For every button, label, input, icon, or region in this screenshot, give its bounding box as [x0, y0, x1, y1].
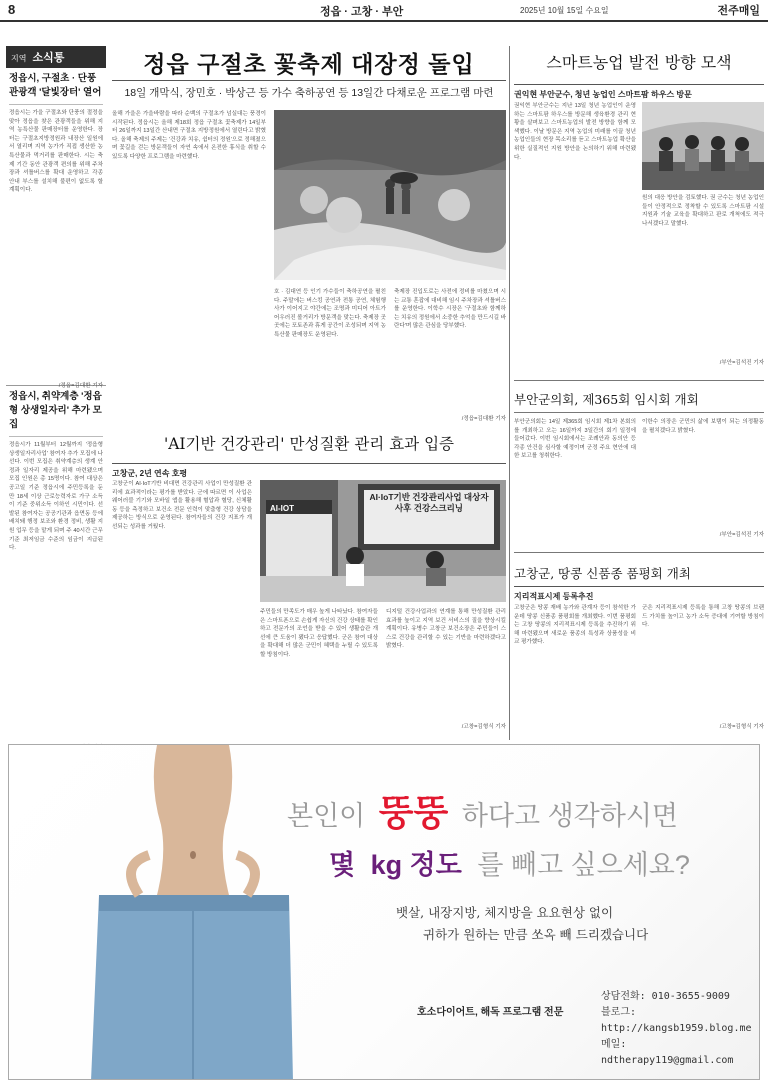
- page-number: 8: [8, 2, 16, 17]
- lead-subhead: 18일 개막식, 장민호 · 박상근 등 가수 축하공연 등 13일간 다채로운 프로그램 마련: [112, 80, 506, 102]
- sidebar-story-2[interactable]: [6, 386, 106, 736]
- lead-column-3: 축제장 진입도로는 사전에 정비를 마쳤으며 시는 교통 혼잡에 대비해 임시 주차장과 셔틀버스를 운영한다. 이학수 시장은 '구절초와 함께하는 치유의 정원에서 소중한 추억을 만드시길 바란다'며 많은 관심을 당부했다.: [394, 289, 506, 330]
- lead-column-2: 호 · 김대연 등 인기 가수들이 축하공연을 펼친다. 주말에는 버스킹 공연과 전통 공연, 체험행사가 이어지고 야간에는 조명과 미디어 아트가 어우러진 볼거리가 방문객을 맞는다. 축제장 곳곳에는 포토존과 휴게 공간이 조성되며 지역 농특산물 판매장도 운영된다.: [274, 289, 386, 338]
- ad-line-1: [287, 785, 678, 836]
- ad-line-2-post: 를 빼고 싶으세요?: [477, 850, 690, 880]
- page-header: [0, 0, 768, 22]
- health-photo-tag: AI-IOT: [270, 504, 294, 513]
- sidebar-story-title: 정읍시, 취약계층 '정읍형 상생일자리' 추가 모집: [9, 391, 102, 430]
- ad-line-1-post: 하다고 생각하시면: [461, 801, 679, 831]
- divider: [9, 436, 103, 437]
- emergency-column-1: 부안군의회는 14일 제365회 임시회 제1차 본회의를 개최하고 오는 16일까지 3일간의 회기 일정에 들어갔다. 이번 임시회에서는 조례안과 동의안 등 각종 안건을 심사할 예정이며 군정 주요 현안에 대한 보고를 청취한다.: [514, 419, 636, 460]
- lead-byline: /정읍=김대환 기자: [461, 416, 506, 422]
- smartfarm-kicker: 권익현 부안군수, 청년 농업인 스마트팜 하우스 방문: [514, 84, 764, 100]
- ad-line-1-big: 뚱뚱: [378, 792, 449, 833]
- health-photo-banner: AI·IoT기반 건강관리사업 대상자 사후 건강스크리닝: [369, 492, 489, 513]
- ad-email[interactable]: 메일: ndtherapy119@gmail.com: [601, 1039, 734, 1066]
- ad-line-2: [329, 843, 690, 882]
- sidebar-story-body: 정읍시는 가을 구절초와 단풍의 절정을 맞아 정읍을 찾은 관광객들을 위해 지역 농특산물 판매장터를 운영한다. 장터는 구절초지방정원과 내장산 일원에서 열리며 지역 농가가 직접 생산한 농특산물과 먹거리를 판매한다. 시는 축제 기간 동안 관광객 편의를 위해 주차장과 셔틀버스를 확대 운영하고 각종 안내 부스를 설치해 불편이 없도록 할 계획이다.: [9, 110, 103, 194]
- tasting-kicker: 지리적표시제 등록추진: [514, 586, 764, 602]
- ad-line-5: 호소다이어트, 해독 프로그램 전문: [417, 1007, 564, 1018]
- smartfarm-photo: [642, 102, 764, 190]
- ad-line-3: 뱃살, 내장지방, 체지방을 요요현상 없이: [396, 905, 614, 920]
- health-column-1: 고창군이 AI·IoT기반 비대면 건강관리 사업이 만성질환 관리에 효과적이라는 평가를 받았다. 군에 따르면 이 사업은 웨어러블 기기와 모바일 앱을 활용해 혈압과 혈당, 신체활동 등을 측정하고 보건소 전문 인력이 맞춤형 건강 상담을 제공하는 방식으로 운영된다. 참여자들의 건강 지표가 개선되는 성과를 거뒀다.: [112, 481, 252, 530]
- sidebar-story-1[interactable]: [6, 68, 106, 389]
- sidebar-banner: [6, 46, 106, 68]
- ad-blog-link[interactable]: 블로그: http://kangsb1959.blog.me: [601, 1007, 752, 1034]
- lead-headline[interactable]: 정읍 구절초 꽃축제 대장정 돌입: [143, 51, 475, 77]
- ad-contact: [601, 989, 759, 1069]
- emergency-column-2: 이한수 의장은 군민의 삶에 보탬이 되는 의정활동을 펼치겠다고 밝혔다.: [642, 419, 764, 434]
- ad-line-2-pre: 몇: [329, 850, 356, 880]
- headline-rule: [514, 412, 764, 413]
- ad-phone[interactable]: 상담전화: 010-3655-9009: [601, 991, 730, 1002]
- issue-date: 2025년 10월 15일 수요일: [520, 6, 609, 15]
- ad-line-2-bold: kg 정도: [370, 850, 462, 880]
- festival-photo-graphic: [274, 110, 506, 280]
- smartfarm-column-2: 원의 대응 방안을 검토했다. 권 군수는 청년 농업인들이 안정적으로 정착할 수 있도록 스마트팜 시설 지원과 기술 교육을 확대하고 판로 개척에도 적극 나서겠다고 말했다.: [642, 195, 764, 227]
- festival-photo: [274, 110, 506, 280]
- sidebar-banner-title: 소식통: [32, 52, 65, 64]
- sidebar-story-body: 정읍시가 11월부터 12월까지 '정읍형 상생일자리사업' 참여자 추가 모집에 나선다. 이번 모집은 취약계층의 생계 안정과 일자리 제공을 위해 마련됐으며 모집 인원은 총 15명이다. 참여 대상은 공고일 기준 정읍시에 주민등록을 둔 만 18세 이상 근로능력자로 가구 소득이 기준 중위소득 이하인 시민이다. 선발된 참여자는 공공기관과 읍면동 등에 배치돼 행정 보조와 환경 정비, 생활 지원 업무 등을 맡게 되며 주 40시간 근무 기준 최저임금 수준의 임금이 지급된다.: [9, 442, 103, 552]
- health-column-3: 디지털 건강사업과의 연계를 통해 만성질환 관리 효과를 높이고 지역 보건 서비스의 질을 향상시킬 계획이다. 유병수 고창군 보건소장은 주민들이 스스로 건강을 관리할 수 있는 기반을 마련하겠다고 밝혔다.: [386, 609, 506, 650]
- sidebar-story-title: 정읍시, 구절초 · 단풍 관광객 '달빛장터' 열어: [9, 73, 102, 98]
- emergency-headline[interactable]: 부안군의회, 제365회 임시회 개회: [514, 392, 699, 407]
- waist-figure-illustration: [79, 745, 299, 1080]
- lead-column-3-wrap: [394, 288, 506, 428]
- tasting-column-2-wrap: [642, 604, 764, 736]
- lead-column-1: 올해 가을은 가을바람을 따라 순백의 구절초가 넘실대는 풍경이 시작된다. 정읍시는 올해 제18회 정읍 구절초 꽃축제가 14일부터 26일까지 13일간 산내면 구절초 지방정원에서 열린다고 밝혔다. 올해 축제의 주제는 '건강과 치유, 쉼터의 정원'으로 정해졌으며 꽃길을 걷는 방문객들이 자연 속에서 온전한 휴식을 취할 수 있도록 다양한 프로그램을 마련했다.: [112, 111, 266, 160]
- tasting-column-2: 군은 지리적표시제 등록을 통해 고창 땅콩의 브랜드 가치를 높이고 농가 소득 증대에 기여할 방침이다.: [642, 605, 764, 629]
- divider: [9, 104, 103, 105]
- sidebar-story-byline: /정읍=김대환 기자: [58, 383, 103, 389]
- smartfarm-headline[interactable]: 스마트농업 발전 방향 모색: [546, 53, 732, 72]
- health-photo: [260, 480, 506, 602]
- smartfarm-column-2-wrap: [642, 194, 764, 372]
- section-divider: [514, 552, 764, 553]
- health-headline[interactable]: 'AI기반 건강관리' 만성질환 관리 효과 입증: [163, 435, 455, 453]
- health-kicker: 고창군, 2년 연속 호평: [112, 463, 506, 479]
- tasting-column-1: 고창군은 땅콩 재배 농가와 관계자 등이 참석한 가운데 땅콩 신품종 품평회를 개최했다. 이번 품평회는 고창 땅콩의 지리적표시제 등록을 추진하기 위해 마련됐으며 새로운 품종의 특성과 상품성을 비교 평가했다.: [514, 605, 636, 646]
- section-title: 정읍 · 고창 · 부안: [320, 6, 404, 18]
- sidebar-banner-small: 지역: [11, 54, 27, 63]
- smartfarm-photo-graphic: [642, 102, 764, 190]
- newspaper-name: 전주매일: [717, 5, 760, 17]
- ad-line-4: 귀하가 원하는 만큼 쏘옥 빼 드리겠습니다: [423, 927, 649, 942]
- emergency-column-2-wrap: [642, 418, 764, 544]
- sidebar-news-brief: [6, 46, 106, 742]
- section-divider: [514, 380, 764, 381]
- tasting-byline: /고창=김형식 기자: [719, 724, 764, 730]
- emergency-byline: /부안=김석진 기자: [719, 532, 764, 538]
- tasting-headline[interactable]: 고창군, 땅콩 신품종 품평회 개최: [514, 566, 691, 581]
- diet-advertisement[interactable]: [8, 744, 760, 1080]
- health-byline: /고창=김형식 기자: [461, 724, 506, 730]
- smartfarm-byline: /부안=김석진 기자: [719, 360, 764, 366]
- column-divider: [509, 46, 510, 740]
- health-column-2: 주민들의 만족도가 매우 높게 나타났다. 참여자들은 스마트폰으로 손쉽게 자신의 건강 상태를 확인하고 전문가의 조언을 받을 수 있어 생활습관 개선에 큰 도움이 됐다고 응답했다. 군은 참여 대상을 확대해 더 많은 군민이 혜택을 누릴 수 있도록 할 방침이다.: [260, 609, 378, 658]
- smartfarm-column-1: 권익현 부안군수는 지난 13일 청년 농업인이 운영하는 스마트팜 하우스를 방문해 생육환경 관리 현황을 살펴보고 스마트농업의 발전 방향을 함께 모색했다. 이날 방문은 지역 농업의 미래를 이끌 청년 농업인들의 현장 목소리를 듣고 스마트농업 확산을 위한 실질적인 지원 방안을 논의하기 위해 마련됐다.: [514, 103, 636, 161]
- health-column-3-wrap: [386, 608, 506, 736]
- ad-line-1-pre: 본인이: [287, 801, 366, 831]
